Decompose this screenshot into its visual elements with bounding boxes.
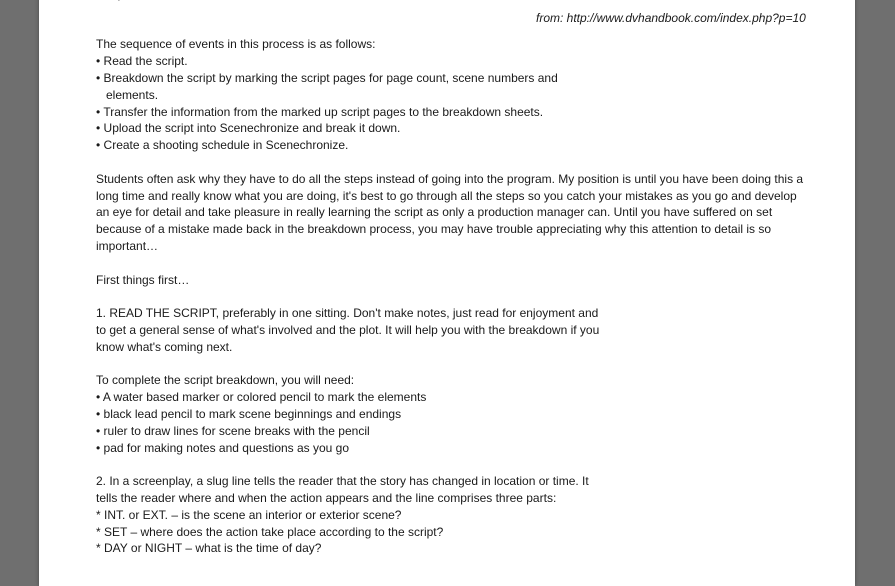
paragraph-line: because of a mistake made back in the breakdown process, you may have trouble appreciating why this attention to detail is so [96,222,772,237]
list-item: * INT. or EXT. – is the scene an interior or exterior scene? [96,507,402,522]
step2-paragraph [96,473,836,557]
paragraph-line: Students often ask why they have to do all the steps instead of going into the program. My position is until you have been doing this a [96,171,804,186]
list-item: * SET – where does the action take place according to the script? [96,524,444,539]
paragraph-line: 1. READ THE SCRIPT, preferably in one sitting. Don't make notes, just read for enjoyment and [96,306,599,321]
list-item-continuation: elements. [106,87,159,102]
students-paragraph [96,171,836,255]
needs-section [96,372,836,456]
sequence-section [96,36,836,154]
list-item: • A water based marker or colored pencil to mark the elements [96,390,427,405]
list-item: • Create a shooting schedule in Scenechronize. [96,138,349,153]
list-item: • Read the script. [96,54,188,69]
paragraph-line: to get a general sense of what's involved and the plot. It will help you with the breakdown if you [96,322,600,337]
paragraph-line: know what's coming next. [96,339,233,354]
list-item: • black lead pencil to mark scene beginnings and endings [96,406,402,421]
needs-intro: To complete the script breakdown, you will need: [96,373,355,388]
list-item: • Upload the script into Scenechronize and break it down. [96,121,401,136]
paragraph-line: tells the reader where and when the action appears and the line comprises three parts: [96,490,557,505]
paragraph-line: important… [96,238,159,253]
first-things-heading: First things first… [96,272,190,287]
page-text [96,0,836,557]
paragraph-line: an eye for detail and take pleasure in really learning the script as only a production manager can. Until you have suffered on set [96,205,773,220]
list-item: • ruler to draw lines for scene breaks with the pencil [96,423,370,438]
paragraph-line: long time and really know what you are doing, it's best to go through all the steps so you catch your mistakes as you go and develop [96,188,797,203]
list-item: * DAY or NIGHT – what is the time of day? [96,541,322,556]
paragraph-line: 2. In a screenplay, a slug line tells the reader that the story has changed in location or time. It [96,474,589,489]
sequence-intro: The sequence of events in this process is as follows: [96,37,376,52]
source-citation: from: http://www.dvhandbook.com/index.php?p=10 [536,11,806,25]
document-page [39,0,855,586]
list-item: • pad for making notes and questions as you go [96,440,350,455]
list-item: • Breakdown the script by marking the script pages for page count, scene numbers and [96,70,558,85]
step1-paragraph [96,305,836,355]
list-item: • Transfer the information from the marked up script pages to the breakdown sheets. [96,104,544,119]
